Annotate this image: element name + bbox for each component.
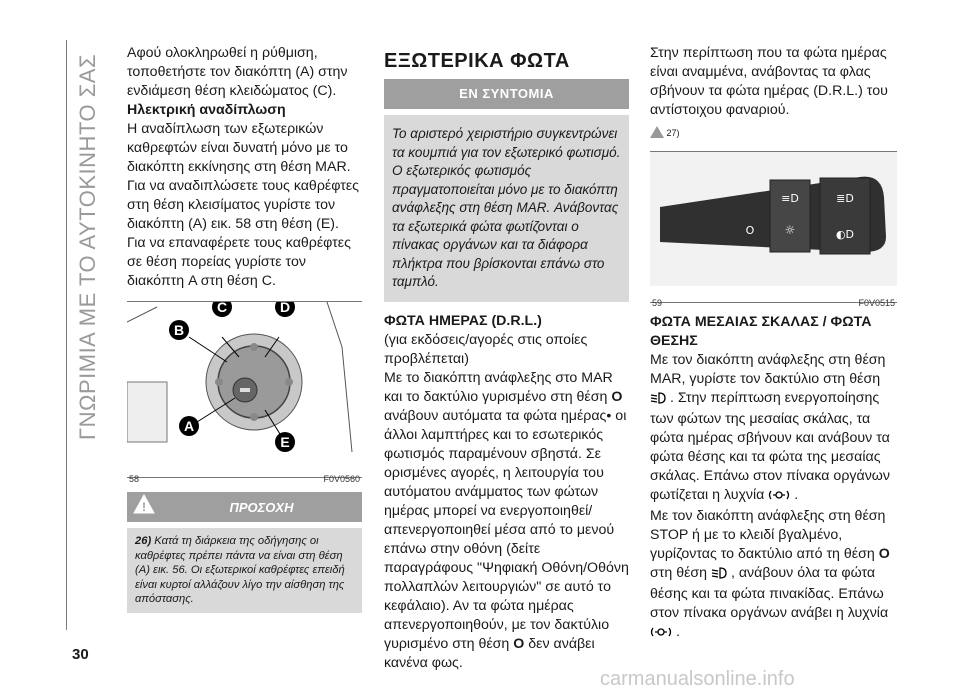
position-o-symbol: O bbox=[878, 546, 890, 562]
mirror-control-illustration bbox=[127, 302, 362, 462]
text-run: ανάβουν αυτόματα τα φώτα ημέρας• οι άλλοι λαμπτήρες και το εσωτερικός φωτισμός παραμένουν σβηστά. Σε ορισμένες αγορές, η λειτουργία του αυτόματου ανάμματος των φώτων ημέρας μπορεί να ενεργοποιηθεί/απενεργοποιηθεί μέσα από το μενού επάνω στην οθόνη (δείτε παραγράφους "Ψηφιακή Οθόνη/Οθόνη πολλαπλών λειτουργιών" σε αυτό το κεφάλαιο). Αν τα φώτα ημέρας απενεργοποιηθούν, με τον δακτύλιο γυρισμένο στη θέση bbox=[384, 407, 629, 652]
summary-header: ΕΝ ΣΥΝΤΟΜΙΑ bbox=[384, 79, 629, 109]
column-2 bbox=[384, 44, 629, 673]
text-run: , ανάβουν όλα τα φώτα θέσης και τα φώτα πινακίδας. Επάνω στον πίνακα οργάνων ανάβει η λυχνία bbox=[650, 565, 889, 621]
warning-body bbox=[127, 528, 362, 613]
text-run: . bbox=[675, 624, 680, 640]
paragraph: (για εκδόσεις/αγορές στις οποίες προβλέπεται) bbox=[384, 331, 588, 367]
main-heading: ΕΞΩΤΕΡΙΚΑ ΦΩΤΑ bbox=[384, 50, 570, 72]
warning-header bbox=[127, 492, 362, 522]
paragraph: Για να επαναφέρετε τους καθρέφτες σε θέση πορείας γυρίστε τον διακόπτη A στη θέση C. bbox=[127, 235, 351, 289]
callout-a: A bbox=[183, 418, 195, 434]
svg-text:≣D: ≣D bbox=[836, 192, 854, 205]
side-lights-icon bbox=[650, 625, 672, 644]
warning-number: 26) bbox=[135, 535, 152, 547]
warning-triangle-icon bbox=[127, 494, 161, 520]
page-number: 30 bbox=[72, 646, 89, 663]
paragraph bbox=[650, 351, 897, 507]
text-run: Με το διακόπτη ανάφλεξης στο MAR και το δακτύλιο γυρισμένο στη θέση bbox=[384, 369, 613, 405]
watermark: carmanualsonline.info bbox=[600, 668, 795, 690]
side-rule bbox=[66, 40, 67, 630]
text-run: . bbox=[794, 487, 799, 503]
position-o-symbol: O bbox=[611, 388, 623, 405]
reference bbox=[650, 124, 897, 145]
column-3 bbox=[650, 44, 897, 644]
text-run: . Στην περίπτωση ενεργοποίησης των φώτων της μεσαίας σκάλας, τα φώτα ημέρας σβήνουν και ανάβουν τα φώτα θέσης και τα φώτα της μεσαίας σκάλας. Επάνω στον πίνακα οργάνων φωτίζεται η λυχνία bbox=[650, 390, 890, 503]
callout-b: B bbox=[173, 322, 185, 338]
svg-text:◐D: ◐D bbox=[835, 228, 855, 241]
warning-triangle-icon bbox=[650, 126, 664, 145]
svg-text:O: O bbox=[745, 224, 755, 237]
paragraph bbox=[384, 369, 629, 673]
svg-text:≡D: ≡D bbox=[781, 192, 799, 205]
svg-text:!: ! bbox=[142, 500, 146, 514]
chapter-title: ΓΝΩΡΙΜΙΑ ΜΕ ΤΟ ΑΥΤΟΚΙΝΗΤΟ ΣΑΣ bbox=[75, 53, 100, 440]
column-1 bbox=[127, 44, 362, 613]
section-heading: Ηλεκτρική αναδίπλωση bbox=[127, 102, 286, 118]
paragraph: Αφού ολοκληρωθεί η ρύθμιση, τοποθετήστε τον διακόπτη (A) στην ενδιάμεση θέση κλειδώματος (C). bbox=[127, 45, 348, 99]
warning-title: ΠΡΟΣΟΧΗ bbox=[229, 499, 294, 515]
figure-number: 58 bbox=[129, 474, 140, 484]
warning-box bbox=[127, 492, 362, 613]
dipped-beam-icon bbox=[650, 391, 666, 410]
figure-caption bbox=[650, 292, 897, 313]
section-heading: ΦΩΤΑ ΗΜΕΡΑΣ (D.R.L.) bbox=[384, 312, 542, 329]
paragraph: Η αναδίπλωση των εξωτερικών καθρεφτών είναι δυνατή μόνο με το διακόπτη εκκίνησης στη θέση MAR. bbox=[127, 121, 351, 175]
figure-code: F0V0560 bbox=[323, 474, 360, 484]
figure-caption bbox=[127, 468, 362, 489]
text-run: Με τον διακόπτη ανάφλεξης στη θέση STOP ή με το κλειδί βγαλμένο, γυρίζοντας το δακτύλιο από τη θέση bbox=[650, 508, 886, 562]
svg-text:☼: ☼ bbox=[784, 223, 796, 237]
figure-58 bbox=[127, 301, 362, 484]
paragraph: Για να αναδιπλώσετε τους καθρέφτες στη θέση κλεισίματος γυρίστε τον διακόπτη (A) εικ. 58 στη θέση (E). bbox=[127, 178, 359, 232]
figure-59 bbox=[650, 151, 897, 308]
dipped-beam-icon bbox=[711, 566, 727, 585]
callout-e: E bbox=[280, 434, 290, 450]
light-stalk-illustration bbox=[650, 152, 897, 286]
text-run: στη θέση bbox=[650, 565, 708, 581]
side-lights-icon bbox=[768, 488, 790, 507]
callout-d: D bbox=[279, 302, 291, 315]
position-o-symbol: O bbox=[513, 635, 525, 652]
callout-c: C bbox=[216, 302, 228, 315]
reference-number: 27) bbox=[666, 128, 680, 138]
figure-number: 59 bbox=[652, 298, 663, 308]
paragraph: Στην περίπτωση που τα φώτα ημέρας είναι αναμμένα, ανάβοντας τα φλας σβήνουν τα φώτα ημέρας (D.R.L.) του αντίστοιχου φαναριού. bbox=[650, 45, 888, 118]
text-run: Με τον διακόπτη ανάφλεξης στη θέση MAR, γυρίστε τον δακτύλιο στη θέση bbox=[650, 352, 886, 387]
paragraph bbox=[650, 507, 897, 644]
summary-body: Το αριστερό χειριστήριο συγκεντρώνει τα κουμπιά για τον εξωτερικό φωτισμό. Ο εξωτερικός φωτισμός πραγματοποιείται μόνο με το διακόπτη ανάφλεξης στη θέση MAR. Ανάβοντας τα εξωτερικά φώτα φωτίζονται ο πίνακας οργάνων και τα διάφορα πλήκτρα που βρίσκονται επάνω στο ταμπλό. bbox=[384, 115, 629, 302]
figure-code: F0V0515 bbox=[858, 298, 895, 308]
text-run: δεν ανάβει κανένα φως. bbox=[384, 635, 595, 671]
section-heading: ΦΩΤΑ ΜΕΣΑΙΑΣ ΣΚΑΛΑΣ / ΦΩΤΑ ΘΕΣΗΣ bbox=[650, 314, 872, 349]
warning-text: Κατά τη διάρκεια της οδήγησης οι καθρέφτες πρέπει πάντα να είναι στη θέση (A) εικ. 56. Οι εξωτερικοί καθρέφτες επειδή είναι κυρτοί αλλάζουν λίγο την αίσθηση της απόστασης. bbox=[135, 535, 345, 605]
